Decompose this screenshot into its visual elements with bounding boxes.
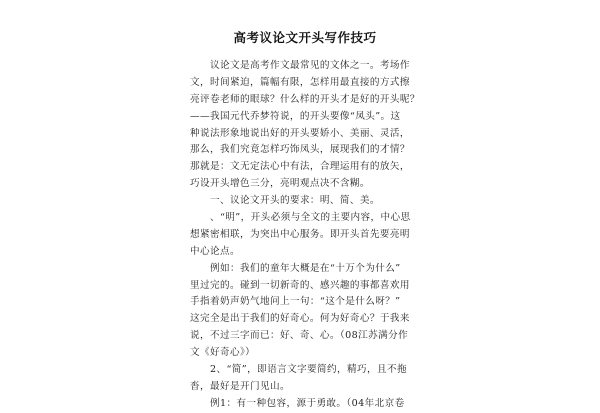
document-title: 高考议论文开头写作技巧 bbox=[233, 30, 377, 45]
section-heading-line: 一、议论文开头的要求：明、简、美。 bbox=[210, 195, 380, 207]
paragraph-line: 、“明”，开头必须与全文的主要内容，中心思 bbox=[210, 212, 411, 224]
paragraph-line: 那么，我们究竟怎样巧饰凤头，展现我们的才情？ bbox=[190, 144, 410, 156]
paragraph-line: 2、“简”，即语言文字要简约，精巧，且不拖 bbox=[210, 364, 407, 376]
example-line: 文《好奇心》） bbox=[190, 347, 256, 359]
example-line: 里过完的。碰到一切新奇的、感兴趣的事都喜欢用 bbox=[190, 279, 410, 291]
paragraph-line: 亮评卷老师的眼球？什么样的开头才是好的开头呢？ bbox=[190, 93, 420, 105]
paragraph-line: ——我国元代乔梦符说，的开头要像“凤头”。这 bbox=[190, 110, 401, 122]
example-line: 说，不过三字而已：好、奇、心。（08江苏满分作 bbox=[190, 330, 409, 342]
paragraph-line: 文，时间紧迫，篇幅有限，怎样用最直接的方式擦 bbox=[190, 76, 410, 88]
document-body bbox=[190, 58, 420, 413]
paragraph-line: 那就是：文无定法心中有法，合理运用有的放矢， bbox=[190, 161, 410, 173]
paragraph-line: 种说法形象地说出好的开头要娇小、美丽、灵活， bbox=[190, 127, 410, 139]
example-line: 手指着奶声奶气地问上一句：“这个是什么呀？” bbox=[190, 296, 401, 308]
example-line: 例如：我们的童年大概是在“十万个为什么” bbox=[210, 262, 401, 274]
paragraph-line: 议论文是高考作文最常见的文体之一。考场作 bbox=[210, 60, 410, 71]
example-line: 例1：有一种包容，源于勇敢。（04年北京卷 bbox=[210, 397, 405, 409]
example-line: 这完全是出于我们的好奇心。何为好奇心？于我来 bbox=[190, 313, 410, 325]
paragraph-line: 沓，最好是开门见山。 bbox=[190, 380, 290, 392]
paragraph-line: 想紧密相联，为突出中心服务。即开头首先要亮明 bbox=[190, 228, 410, 240]
paragraph-line: 巧设开头增色三分，亮明观点决不含糊。 bbox=[190, 178, 370, 190]
paragraph-line: 中心论点。 bbox=[190, 245, 240, 257]
